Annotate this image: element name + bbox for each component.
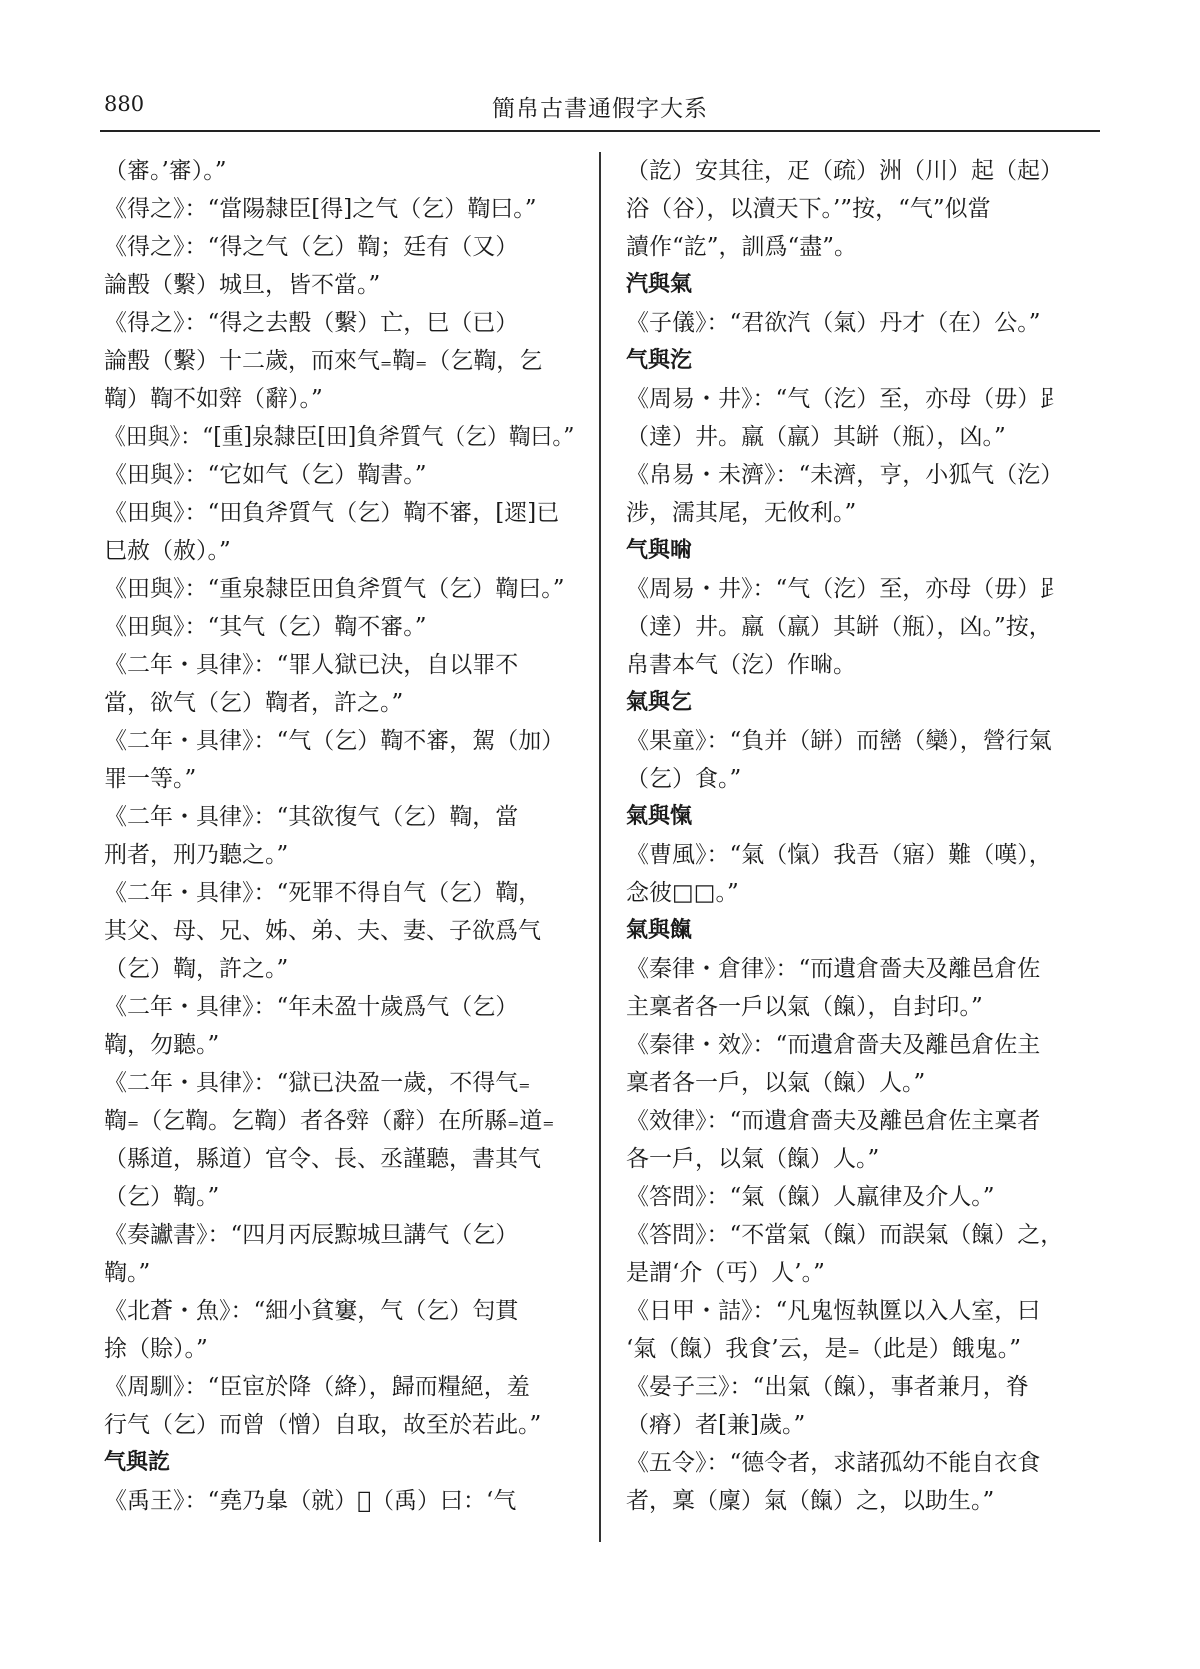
- text-line: 《果童》：“負并（缾）而巒（欒），營行氣: [626, 728, 1052, 754]
- page-number: 880: [104, 92, 145, 116]
- text-line: 《得之》：“得之去毄（繫）亡，巳（已）: [104, 310, 519, 336]
- text-line: 《答問》：“不當氣（餼）而誤氣（餼）之，: [626, 1222, 1064, 1248]
- text-line: （達）井。羸（羸）其缾（瓶），凶。”: [626, 424, 1006, 450]
- right-column: [626, 152, 1098, 1520]
- text-line: 《田與》：“它如气（乞）鞫書。”: [104, 462, 427, 488]
- text-line: 《秦律・倉律》：“而遺倉嗇夫及離邑倉佐: [626, 956, 1041, 982]
- text-line: 《禹王》：“堯乃𦤎（就）𢀚（禹）曰：‘气: [104, 1488, 517, 1514]
- text-line: 其父、母、兄、姊、弟、夫、妻、子欲爲气: [104, 918, 541, 944]
- text-line: 《晏子三》：“出氣（餼），事者兼月，脊: [626, 1374, 1029, 1400]
- text-line: 《田與》：“其气（乞）鞫不審。”: [104, 614, 427, 640]
- text-line: 《周易・井》：“气（汔）至，亦母（毋）𧾷: [626, 386, 1064, 412]
- text-line: 《五令》：“德令者，求諸孤幼不能自衣食: [626, 1450, 1041, 1476]
- text-line: 《得之》：“得之气（乞）鞫；廷有（又）: [104, 234, 519, 260]
- text-line: 《帛易・未濟》：“未濟，亨，小狐气（汔）: [626, 462, 1064, 488]
- section-heading: 氣與愾: [626, 804, 693, 829]
- section-heading: 氣與乞: [626, 690, 693, 715]
- text-line: （乞）鞫。”: [104, 1184, 220, 1210]
- text-line: 《北蒼・魚》：“細小貧窶，气（乞）匄貫: [104, 1298, 519, 1324]
- text-line: ‘氣（餼）我食’云，是₌（此是）餓鬼。”: [626, 1336, 1022, 1362]
- text-line: 《田與》：“重泉隸臣田負斧質气（乞）鞫曰。”: [104, 576, 565, 602]
- text-line: （縣道，縣道）官令、長、丞謹聽，書其气: [104, 1146, 541, 1172]
- section-heading: 气與𣇢: [626, 538, 693, 563]
- text-line: 《二年・具律》：“罪人獄已決，自以罪不: [104, 652, 519, 678]
- text-line: 稟者各一戶，以氣（餼）人。”: [626, 1070, 926, 1096]
- text-line: 《子儀》：“君欲汽（氣）丹才（在）公。”: [626, 310, 1041, 336]
- text-line: 帛書本气（汔）作𣇢。: [626, 652, 856, 678]
- text-line: 《二年・具律》：“死罪不得自气（乞）鞫，: [104, 880, 542, 906]
- text-line: 者，稟（廩）氣（餼）之，以助生。”: [626, 1488, 995, 1514]
- running-title: 簡帛古書通假字大系: [492, 96, 708, 122]
- text-line: 鞫）鞫不如辤（辭）。”: [104, 386, 323, 412]
- text-line: 《得之》：“當陽隸臣[得]之气（乞）鞫曰。”: [104, 196, 537, 222]
- text-line: 巳赦（赦）。”: [104, 538, 231, 564]
- text-line: 《二年・具律》：“獄已決盈一歲，不得气₌: [104, 1070, 531, 1096]
- text-line: 論毄（繫）十二歲，而來气₌鞫₌（乞鞫，乞: [104, 348, 543, 374]
- text-line: 讀作“訖”，訓爲“盡”。: [626, 234, 858, 260]
- text-line: 刑者，刑乃聽之。”: [104, 842, 289, 868]
- text-line: 《二年・具律》：“其欲復气（乞）鞫，當: [104, 804, 519, 830]
- text-line: 《田與》：“[重]泉隸臣[田]負斧質气（乞）鞫曰。”: [104, 424, 575, 450]
- text-line: 浴（谷），以瀆天下。’”按，“气”似當: [626, 196, 991, 222]
- text-line: 《二年・具律》：“年未盈十歲爲气（乞）: [104, 994, 519, 1020]
- text-line: 捈（賒）。”: [104, 1336, 208, 1362]
- section-heading: 气與訖: [104, 1450, 171, 1475]
- text-line: 《二年・具律》：“气（乞）鞫不審，駕（加）: [104, 728, 565, 754]
- text-line: （審。’審）。”: [104, 158, 227, 184]
- text-line: 論毄（繫）城旦，皆不當。”: [104, 272, 381, 298]
- text-line: 《田與》：“田負斧質气（乞）鞫不審，[遝]已: [104, 500, 560, 526]
- text-line: 《秦律・效》：“而遺倉嗇夫及離邑倉佐主: [626, 1032, 1041, 1058]
- left-column: [104, 152, 574, 1520]
- text-line: 鞫₌（乞鞫。乞鞫）者各辤（辭）在所縣₌道₌: [104, 1108, 555, 1134]
- text-line: 行气（乞）而曾（憎）自取，故至於若此。”: [104, 1412, 542, 1438]
- text-line: 《日甲・詰》：“凡鬼恆執匴以入人室，曰: [626, 1298, 1041, 1324]
- text-line: 《周馴》：“臣宦於降（絳），歸而糧絕，羞: [104, 1374, 530, 1400]
- section-heading: 汽與氣: [626, 272, 693, 297]
- text-line: 是謂‘介（丐）人’。”: [626, 1260, 825, 1286]
- text-line: 《曹風》：“氣（愾）我吾（寤）難（嘆），: [626, 842, 1052, 868]
- text-line: （乞）食。”: [626, 766, 742, 792]
- text-line: 當，欲气（乞）鞫者，許之。”: [104, 690, 404, 716]
- text-line: 《效律》：“而遺倉嗇夫及離邑倉佐主稟者: [626, 1108, 1041, 1134]
- text-line: 《周易・井》：“气（汔）至，亦母（毋）𧾷: [626, 576, 1064, 602]
- text-line: 念彼□□。”: [626, 880, 739, 906]
- text-line: 《答問》：“氣（餼）人羸律及介人。”: [626, 1184, 995, 1210]
- text-line: （乞）鞫，許之。”: [104, 956, 289, 982]
- text-line: 罪一等。”: [104, 766, 197, 792]
- text-line: （瘠）者[兼]歲。”: [626, 1412, 806, 1438]
- header-rule: [100, 130, 1100, 132]
- column-divider: [599, 152, 601, 1542]
- text-line: 主稟者各一戶以氣（餼），自封印。”: [626, 994, 983, 1020]
- section-heading: 氣與餼: [626, 918, 693, 943]
- text-line: 《奏讞書》：“四月丙辰黥城旦講气（乞）: [104, 1222, 519, 1248]
- text-line: 各一戶，以氣（餼）人。”: [626, 1146, 880, 1172]
- page-header: [100, 86, 1100, 132]
- section-heading: 气與汔: [626, 348, 693, 373]
- text-line: 鞫。”: [104, 1260, 151, 1286]
- text-line: 涉，濡其尾，无攸利。”: [626, 500, 857, 526]
- text-line: （訖）安其往，疋（疏）洲（川）起（起）: [626, 158, 1063, 184]
- text-line: 鞫，勿聽。”: [104, 1032, 220, 1058]
- text-line: （達）井。羸（羸）其缾（瓶），凶。”按，: [626, 614, 1052, 640]
